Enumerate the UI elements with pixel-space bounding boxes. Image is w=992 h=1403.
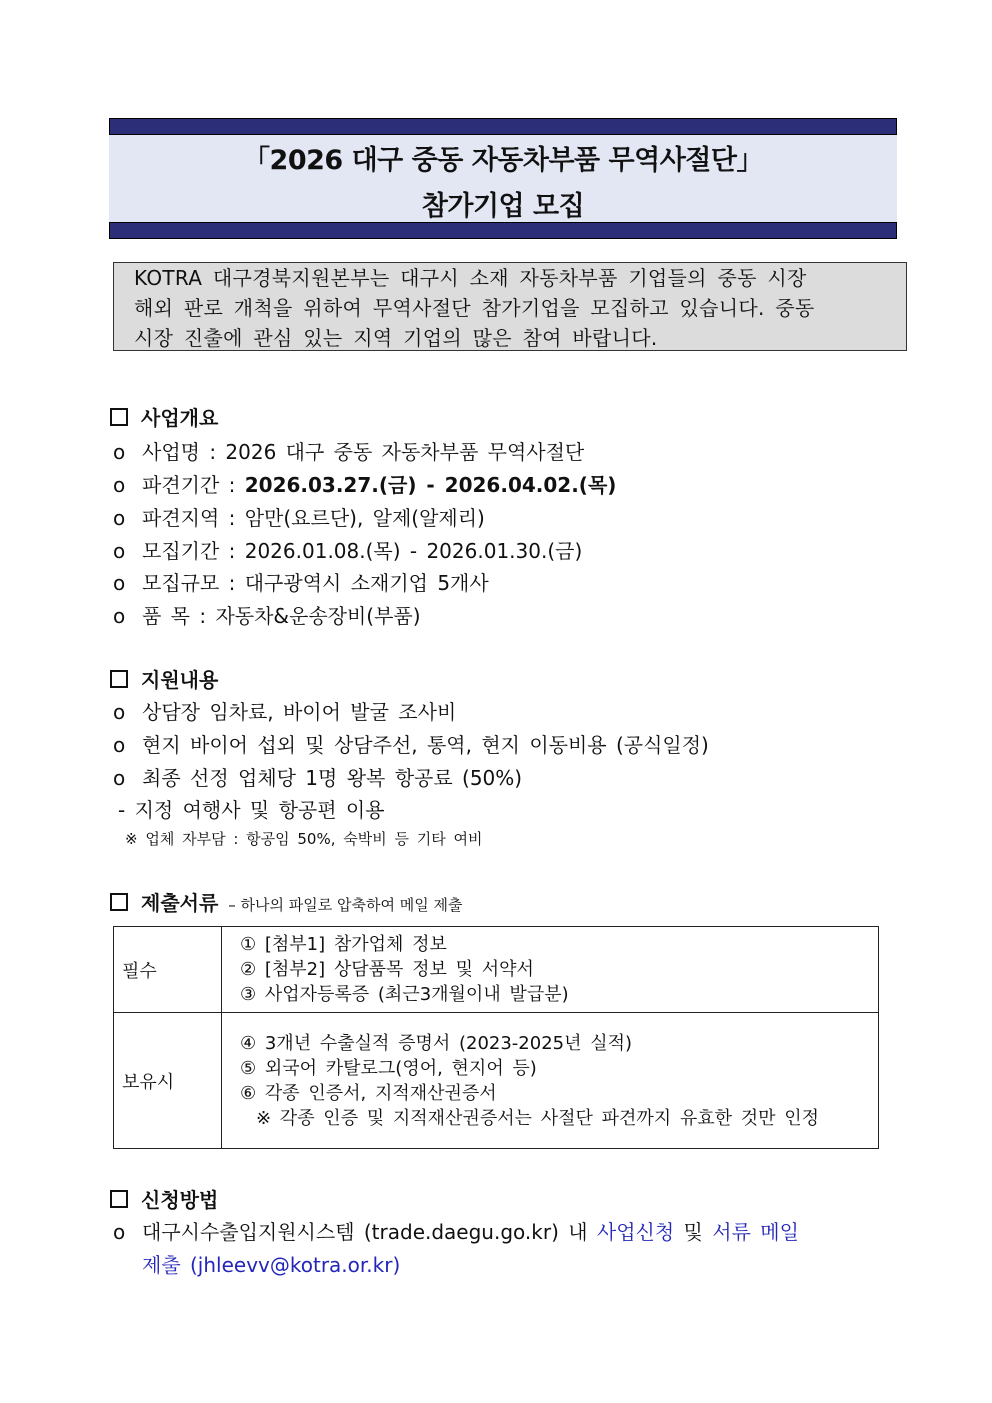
circle-bullet-icon: o [113,539,126,563]
section-heading-support: 지원내용 [110,664,218,693]
circle-bullet-icon: o [113,1220,126,1244]
document-item: ④ 3개년 수출실적 증명서 (2023-2025년 실적) [240,1032,633,1054]
list-item: o 상담장 임차료, 바이어 발굴 조사비 [113,700,457,724]
list-item: o 모집기간 : 2026.01.08.(목) - 2026.01.30.(금) [113,539,583,563]
table-row [114,927,879,1013]
page-subtitle: 참가기업 모집 [421,191,585,222]
page-title: 「2026 대구 중동 자동차부품 무역사절단」 [243,145,763,176]
intro-line: 해외 판로 개척을 위하여 무역사절단 참가기업을 모집하고 있습니다. 중동 [134,296,815,320]
square-bullet-icon [110,670,128,688]
list-item: o 대구시수출입지원시스템 (trade.daegu.go.kr) 내 사업신청 및 서류 메일 [113,1220,799,1244]
intro-line: 시장 진출에 관심 있는 지역 기업의 많은 참여 바랍니다. [134,326,658,350]
circle-bullet-icon: o [113,440,126,464]
section-heading-documents: 제출서류 – 하나의 파일로 압축하여 메일 제출 [110,887,462,916]
document-item: ③ 사업자등록증 (최근3개월이내 발급분) [240,984,569,1005]
section-heading-overview: 사업개요 [110,402,218,431]
circle-bullet-icon: o [113,506,126,530]
title-bar-top [109,118,897,135]
list-item: o 품 목 : 자동차&운송장비(부품) [113,604,421,628]
reference-note: ※ 업체 자부담 : 항공임 50%, 숙박비 등 기타 여비 [125,830,483,848]
list-item: o 파견지역 : 암만(요르단), 알제(알제리) [113,506,485,530]
document-item: ⑥ 각종 인증서, 지적재산권증서 [240,1082,497,1104]
email-submit-link[interactable]: 서류 메일 [712,1220,799,1244]
sub-item: - 지정 여행사 및 항공편 이용 [118,798,385,822]
email-line[interactable]: 제출 (jhleevv@kotra.or.kr) [142,1253,401,1277]
circle-bullet-icon: o [113,571,126,595]
document-item: ⑤ 외국어 카탈로그(영어, 현지어 등) [240,1057,537,1079]
circle-bullet-icon: o [113,733,126,757]
intro-box [113,262,907,351]
circle-bullet-icon: o [113,604,126,628]
apply-link[interactable]: 사업신청 [596,1220,675,1244]
row-label: 보유시 [114,1013,222,1149]
document-item: ② [첨부2] 상담품목 정보 및 서약서 [240,959,534,980]
table-row [114,1013,879,1149]
document-item: ① [첨부1] 참가업체 정보 [240,934,447,955]
title-banner [109,118,897,239]
square-bullet-icon [110,893,128,911]
list-item: o 모집규모 : 대구광역시 소재기업 5개사 [113,571,489,595]
circle-bullet-icon: o [113,766,126,790]
section-heading-application: 신청방법 [110,1184,218,1213]
row-content [222,927,879,1013]
square-bullet-icon [110,408,128,426]
document-note: ※ 각종 인증 및 지적재산권증서는 사절단 파견까지 유효한 것만 인정 [256,1107,820,1129]
list-item: o 파견기간 : 2026.03.27.(금) - 2026.04.02.(목) [113,473,617,497]
circle-bullet-icon: o [113,473,126,497]
title-bar-bottom [109,222,897,239]
documents-table [113,926,879,1149]
dispatch-period: 2026.03.27.(금) - 2026.04.02.(목) [244,473,617,497]
section-note: – 하나의 파일로 압축하여 메일 제출 [228,896,463,914]
intro-line: KOTRA 대구경북지원본부는 대구시 소재 자동차부품 기업들의 중동 시장 [134,266,807,290]
square-bullet-icon [110,1190,128,1208]
row-content [222,1013,879,1149]
row-label: 필수 [114,927,222,1013]
list-item: o 최종 선정 업체당 1명 왕복 항공료 (50%) [113,766,523,790]
list-item: o 현지 바이어 섭외 및 상담주선, 통역, 현지 이동비용 (공식일정) [113,733,709,757]
circle-bullet-icon: o [113,700,126,724]
list-item: o 사업명 : 2026 대구 중동 자동차부품 무역사절단 [113,440,585,464]
